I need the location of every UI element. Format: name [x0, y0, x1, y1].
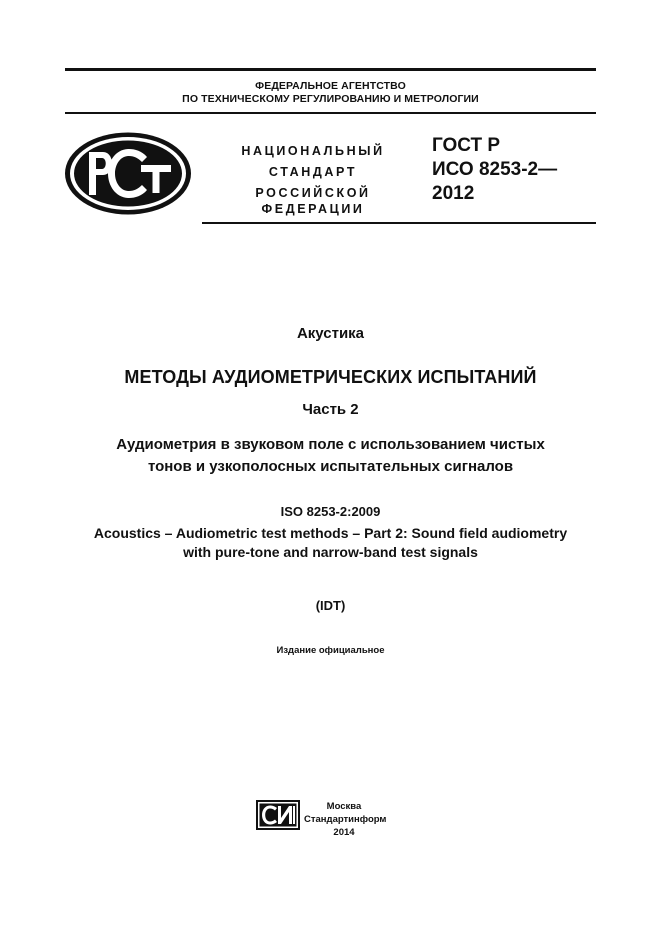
iso-number: ISO 8253-2:2009 [280, 504, 381, 519]
idt-label: (IDT) [315, 598, 346, 613]
iso-title-line-1: Acoustics – Audiometric test methods – Part 2: Sound field audiometry [93, 525, 568, 541]
part-heading: Часть 2 [302, 401, 359, 418]
standartinform-logo-icon [256, 800, 300, 830]
standard-type [228, 141, 398, 220]
subtitle-line-1: Аудиометрия в звуковом поле с использованием чистых [116, 436, 545, 453]
standard-type-line-1: НАЦИОНАЛЬНЫЙ [241, 144, 385, 158]
publisher-city: Москва [326, 801, 362, 812]
agency-header [65, 80, 596, 106]
standard-number-line-1: ГОСТ Р [432, 135, 501, 156]
publisher-year: 2014 [333, 827, 355, 838]
standard-type-line-2: СТАНДАРТ [268, 165, 358, 179]
document-title: МЕТОДЫ АУДИОМЕТРИЧЕСКИХ ИСПЫТАНИЙ [124, 367, 537, 387]
iso-title [30, 524, 631, 562]
publisher-name: Стандартинформ [304, 814, 387, 825]
document-subtitle [30, 434, 631, 478]
standard-number-line-3: 2012 [432, 183, 475, 204]
top-rule [65, 68, 596, 71]
subject-heading: Акустика [296, 325, 365, 342]
standard-type-line-4: ФЕДЕРАЦИИ [261, 202, 365, 216]
header-rule [65, 112, 596, 114]
subtitle-line-2: тонов и узкополосных испытательных сигналов [147, 458, 514, 475]
edition-label: Издание официальное [276, 645, 385, 656]
standard-rule [202, 222, 596, 224]
standard-number [432, 134, 557, 206]
agency-line-2: ПО ТЕХНИЧЕСКОМУ РЕГУЛИРОВАНИЮ И МЕТРОЛОГИИ [182, 93, 479, 105]
iso-title-line-2: with pure-tone and narrow-band test signals [183, 544, 478, 560]
standard-number-line-2: ИСО 8253-2— [432, 159, 558, 180]
rst-logo-icon [63, 131, 193, 216]
agency-line-1: ФЕДЕРАЛЬНОЕ АГЕНТСТВО [255, 80, 406, 92]
publisher-info [304, 800, 387, 839]
standard-type-line-3: РОССИЙСКОЙ [255, 186, 371, 200]
